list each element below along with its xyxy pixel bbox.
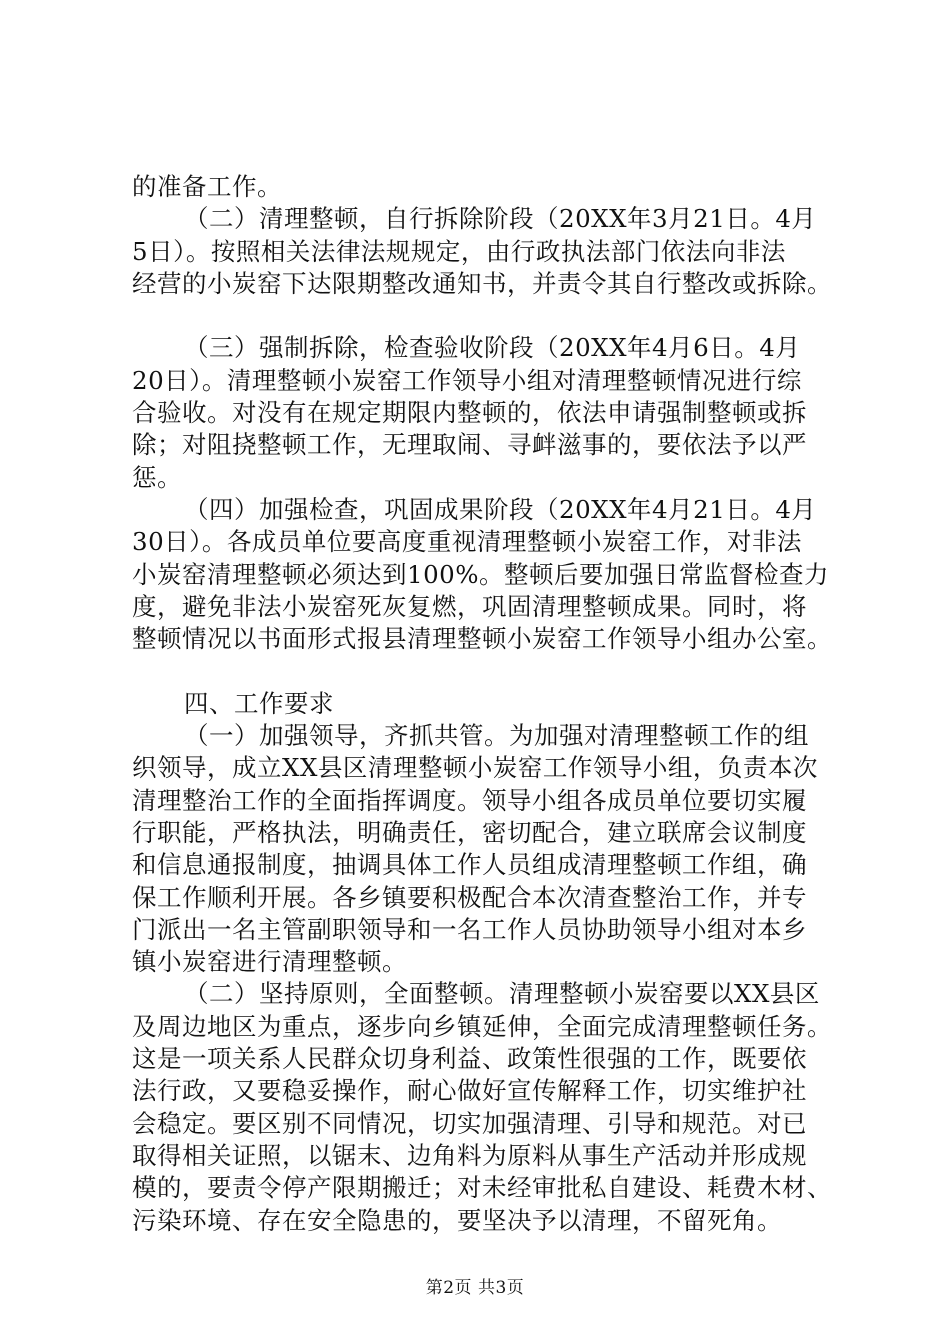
text-line: 度，避免非法小炭窑死灰复燃，巩固清理整顿成果。同时，将 (132, 591, 807, 621)
text-line: 镇小炭窑进行清理整顿。 (132, 947, 407, 977)
text-line: （三）强制拆除，检查验收阶段（20XX年4月6日。4月 (184, 333, 801, 363)
text-line: 5日）。按照相关法律法规规定，由行政执法部门依法向非法 (132, 236, 786, 266)
text-line: 和信息通报制度，抽调具体工作人员组成清理整顿工作组，确 (132, 850, 807, 880)
text-line: 行职能，严格执法，明确责任，密切配合，建立联席会议制度 (132, 817, 807, 847)
text-line: （二）坚持原则，全面整顿。清理整顿小炭窑要以XX县区 (184, 979, 820, 1009)
text-line: （二）清理整顿，自行拆除阶段（20XX年3月21日。4月 (184, 204, 817, 234)
text-line: 门派出一名主管副职领导和一名工作人员协助领导小组对本乡 (132, 914, 807, 944)
text-line: 经营的小炭窑下达限期整改通知书，并责令其自行整改或拆除。 (132, 268, 832, 298)
text-line: （一）加强领导，齐抓共管。为加强对清理整顿工作的组 (184, 721, 809, 751)
text-line: 惩。 (132, 462, 182, 492)
text-line: 保工作顺利开展。各乡镇要积极配合本次清查整治工作，并专 (132, 882, 807, 912)
text-line: 的准备工作。 (132, 172, 282, 201)
text-line: （四）加强检查，巩固成果阶段（20XX年4月21日。4月 (184, 494, 817, 524)
blank-line (132, 300, 832, 332)
text-line: 整顿情况以书面形式报县清理整顿小炭窑工作领导小组办公室。 (132, 624, 832, 654)
blank-line (132, 655, 832, 687)
text-line: 合验收。对没有在规定期限内整顿的，依法申请强制整顿或拆 (132, 398, 807, 428)
text-line: 法行政，又要稳妥操作，耐心做好宣传解释工作，切实维护社 (132, 1076, 807, 1106)
text-line: 20日）。清理整顿小炭窑工作领导小组对清理整顿情况进行综 (132, 365, 802, 395)
text-line: 清理整治工作的全面指挥调度。领导小组各成员单位要切实履 (132, 785, 807, 815)
text-line: 织领导，成立XX县区清理整顿小炭窑工作领导小组，负责本次 (132, 753, 818, 783)
text-line: 小炭窑清理整顿必须达到100%。整顿后要加强日常监督检查力 (132, 559, 830, 589)
text-line: 污染环境、存在安全隐患的，要坚决予以清理，不留死角。 (132, 1205, 782, 1235)
text-line: 取得相关证照，以锯末、边角料为原料从事生产活动并形成规 (132, 1140, 807, 1170)
text-line: 除；对阻挠整顿工作，无理取闹、寻衅滋事的，要依法予以严 (132, 430, 807, 460)
text-line: 这是一项关系人民群众切身利益、政策性很强的工作，既要依 (132, 1044, 807, 1074)
text-line: 及周边地区为重点，逐步向乡镇延伸，全面完成清理整顿任务。 (132, 1011, 832, 1041)
text-line: 模的，要责令停产限期搬迁；对未经审批私自建设、耗费木材、 (132, 1173, 832, 1203)
page-footer: 第2页 共3页 (425, 1278, 525, 1298)
text-line: 30日）。各成员单位要高度重视清理整顿小炭窑工作，对非法 (132, 527, 802, 557)
text-line: 会稳定。要区别不同情况，切实加强清理、引导和规范。对已 (132, 1108, 807, 1138)
text-line: 四、工作要求 (184, 688, 334, 718)
document-body (132, 171, 832, 1237)
